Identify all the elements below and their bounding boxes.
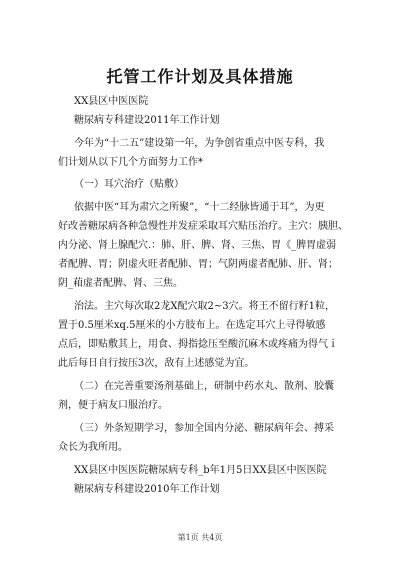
method-line-2: 置于0.5厘米xq.5厘米的小方肢布上。在选定耳穴上寻得敏感 (58, 320, 326, 331)
method-line-3: 点后，即贴敷其上，用食、拇指捻压至酸沉麻木或疼痛为得气ｉ (58, 339, 338, 350)
section3-line-1: （三）外条短期学习，参加全国内分泌、糖尿病年会、搏采 (74, 423, 334, 434)
closing-line-1: XX县区中医医院糖尿病专科_b年1月5日XX县区中医医院 (74, 465, 327, 476)
page-footer: 第1页 共4页 (177, 533, 223, 542)
section2-line-2: 剂，便于病友口服治疗。 (58, 400, 168, 411)
intro-line-2: 们计划从以下几个方面努力工作* (58, 157, 203, 168)
plan-2011-line: 糖尿病专科建设2011年工作计划 (74, 115, 220, 126)
document-title: 托管工作计划及具体措施 (106, 67, 294, 86)
section1-title: （一）耳穴治疗（贴敷） (74, 179, 184, 190)
hospital-line: XX县区中医医院 (74, 96, 149, 107)
section1-line-2: 好改善糖尿病各种急慢性并发症采取耳穴贴压治疗。主穴：胰胆、 (58, 221, 348, 232)
plan-2010-line: 糖尿病专科建设2010年工作计划 (74, 484, 220, 495)
intro-line-1: 今年为“十二五”建设第一年，为争创省重点中医专科，我 (74, 138, 325, 149)
section1-line-5: 阴_葙虚者配脾、肾、三焦。 (58, 278, 183, 289)
method-line-4: 此后每日自行按压3次，敌有上述感觉为宜。 (58, 358, 255, 369)
section1-line-3: 内分泌、肾上腺配穴.：肺、肝、脾、肾、三焦、胃《_脾胃虚弱 (58, 240, 337, 251)
section2-line-1: （二）在完善重要汤剂基础上，研制中药水丸、散剂、胶囊 (74, 381, 334, 392)
section3-line-2: 众长为我所用。 (58, 442, 128, 453)
method-line-1: 治法。主穴每次取2龙X配穴取2~3穴。将王不留行籽1粒， (74, 301, 335, 312)
section1-line-1: 依据中医“耳为肃穴之所聚”，“十二经脉皆通于耳”，为更 (74, 202, 325, 213)
section1-line-4: 者配脾、胃；阴虚火旺者配肺、胃；气阴两虚者配肺、肝、肾； (58, 259, 338, 270)
